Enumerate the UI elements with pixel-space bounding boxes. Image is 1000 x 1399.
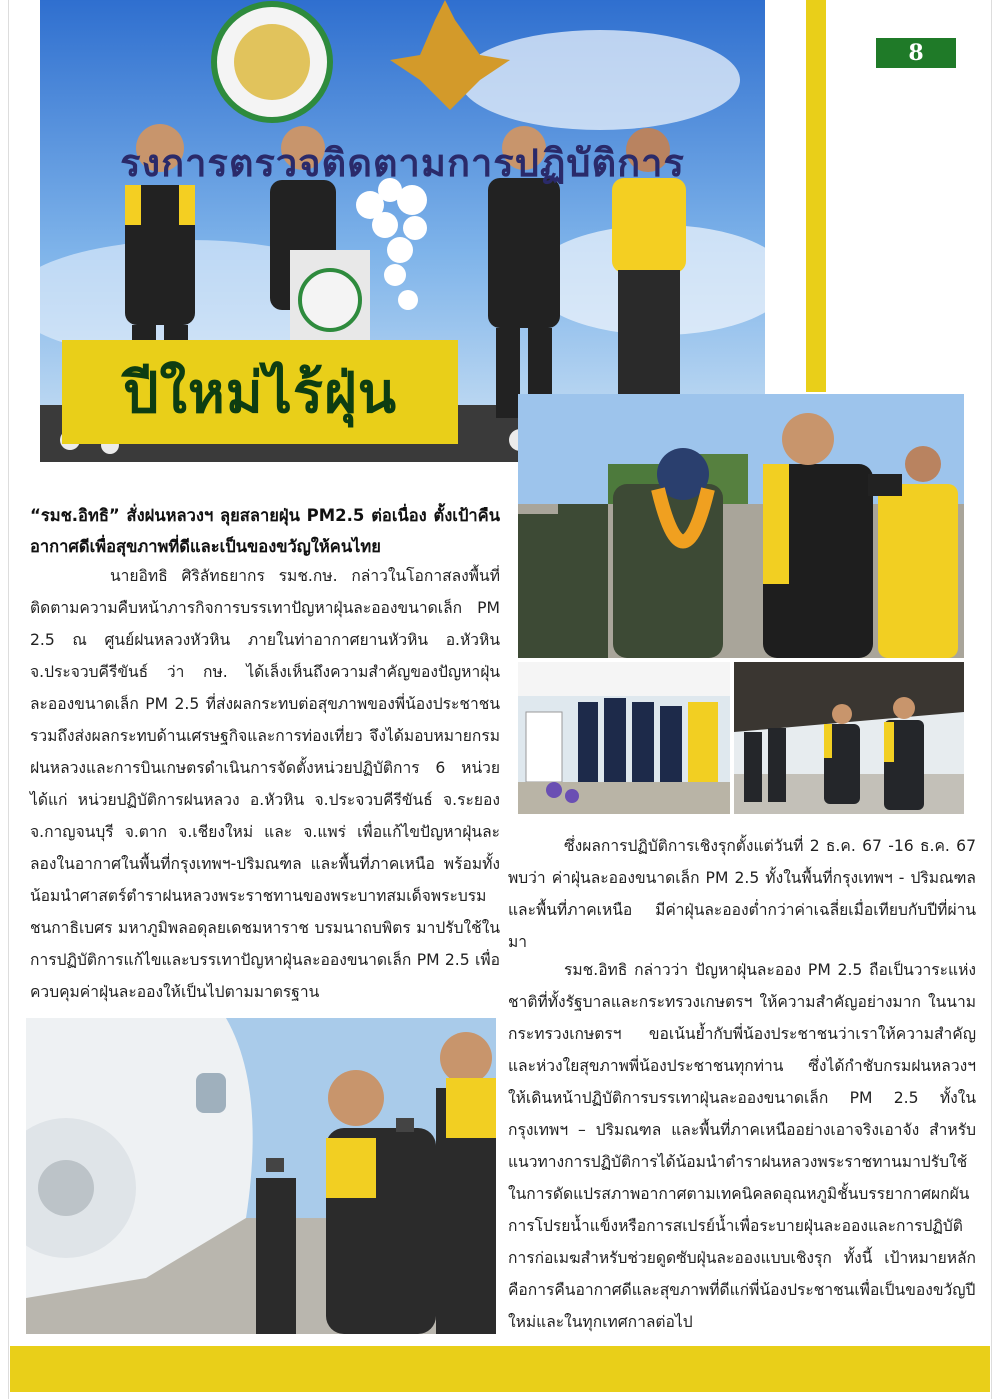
aircraft-inspection-photo [26, 1018, 496, 1334]
headline-title: ปีใหม่ไร้ฝุ่น [122, 360, 398, 426]
headline-box [62, 340, 458, 444]
article-title: “รมช.อิทธิ” สั่งฝนหลวงฯ ลุยสลายฝุ่น PM2.5 ต่อเนื่อง ตั้งเป้าคืนอากาศดีเพื่อสุขภาพที่ดีและเป็นของขวัญให้คนไทย [30, 506, 500, 556]
hero-banner-text: รงการตรวจติดตามการปฏิบัติการ [120, 141, 685, 185]
article-paragraph-3: รมช.อิทธิ กล่าวว่า ปัญหาฝุ่นละออง PM 2.5 ถือเป็นวาระแห่งชาติที่ทั้งรัฐบาลและกระทรวงเกษตรฯ ให้ความสำคัญอย่างมาก ในนามกระทรวงเกษตรฯ ขอเน้นย้ำกับพี่น้องประชาชนว่าเราให้ความสำคัญและห่วงใยสุขภาพพี่น้องประชาชนทุกท่าน ซึ่งได้กำชับกรมฝนหลวงฯ ให้เดินหน้าปฏิบัติการบรรเทาฝุ่นละอองขนาดเล็ก PM 2.5 ทั้งในกรุงเทพฯ – ปริมณฑล และพื้นที่ภาคเหนืออย่างเอาจริงเอาจัง สำหรับแนวทางการปฏิบัติการได้น้อมนำตำราฝนหลวงพระราชทานมาปรับใช้ในการดัดแปรสภาพอากาศตามเทคนิคลดอุณหภูมิชั้นบรรยากาศผกผัน การโปรยน้ำแข็งหรือการสเปรย์น้ำเพื่อระบายฝุ่นละอองและการปฏิบัติการก่อเมฆสำหรับช่วยดูดซับฝุ่นละอองแบบเชิงรุก ทั้งนี้ เป้าหมายหลักคือการคืนอากาศดีและสุขภาพที่ดีแก่พี่น้องประชาชนเพื่อเป็นของขวัญปีใหม่และในทุกเทศกาลต่อไป [508, 961, 976, 1331]
exhibition-visit-photo [518, 662, 730, 814]
page-number-badge: 8 [876, 38, 956, 68]
group-walk-photo [734, 662, 964, 814]
yellow-bottom-band [10, 1346, 990, 1392]
article-paragraph-2: ซึ่งผลการปฏิบัติการเชิงรุกตั้งแต่วันที่ 2 ธ.ค. 67 -16 ธ.ค. 67 พบว่า ค่าฝุ่นละอองขนาดเล็ก PM 2.5 ทั้งในพื้นที่กรุงเทพฯ - ปริมณฑล และพื้นที่ภาคเหนือ มีค่าฝุ่นละอองต่ำกว่าค่าเฉลี่ยเมื่อเทียบกับปีที่ผ่านมา [508, 837, 976, 951]
garland-presentation-photo [518, 394, 964, 658]
article-paragraph-1: นายอิทธิ ศิริลัทธยากร รมช.กษ. กล่าวในโอกาสลงพื้นที่ติดตามความคืบหน้าภารกิจการบรรเทาปัญหาฝุ่นละอองขนาดเล็ก PM 2.5 ณ ศูนย์ฝนหลวงหัวหิน ภายในท่าอากาศยานหัวหิน อ.หัวหิน จ.ประจวบคีรีขันธ์ ว่า กษ. ได้เล็งเห็นถึงความสำคัญของปัญหาฝุ่นละอองขนาดเล็ก PM 2.5 ที่ส่งผลกระทบต่อสุขภาพของพี่น้องประชาชน รวมถึงส่งผลกระทบด้านเศรษฐกิจและการท่องเที่ยว จึงได้มอบหมายกรมฝนหลวงและการบินเกษตรดำเนินการจัดตั้งหน่วยปฏิบัติการ 6 หน่วย ได้แก่ หน่วยปฏิบัติการฝนหลวง อ.หัวหิน จ.ประจวบคีรีขันธ์ จ.ระยอง จ.กาญจนบุรี จ.ตาก จ.เชียงใหม่ และ จ.แพร่ เพื่อแก้ไขปัญหาฝุ่นละลองในอากาศในพื้นที่กรุงเทพฯ-ปริมณฑล และพื้นที่ภาคเหนือ พร้อมทั้งน้อมนำศาสตร์ตำราฝนหลวงพระราชทานของพระบาทสมเด็จพระบรมชนกาธิเบศร มหาภูมิพลอดุลยเดชมหาราช บรมนาถบพิตร มาปรับใช้ในการปฏิบัติการแก้ไขและบรรเทาปัญหาฝุ่นละอองขนาดเล็ก PM 2.5 เพื่อควบคุมค่าฝุ่นละอองให้เป็นไปตามมาตรฐาน [30, 567, 500, 1001]
